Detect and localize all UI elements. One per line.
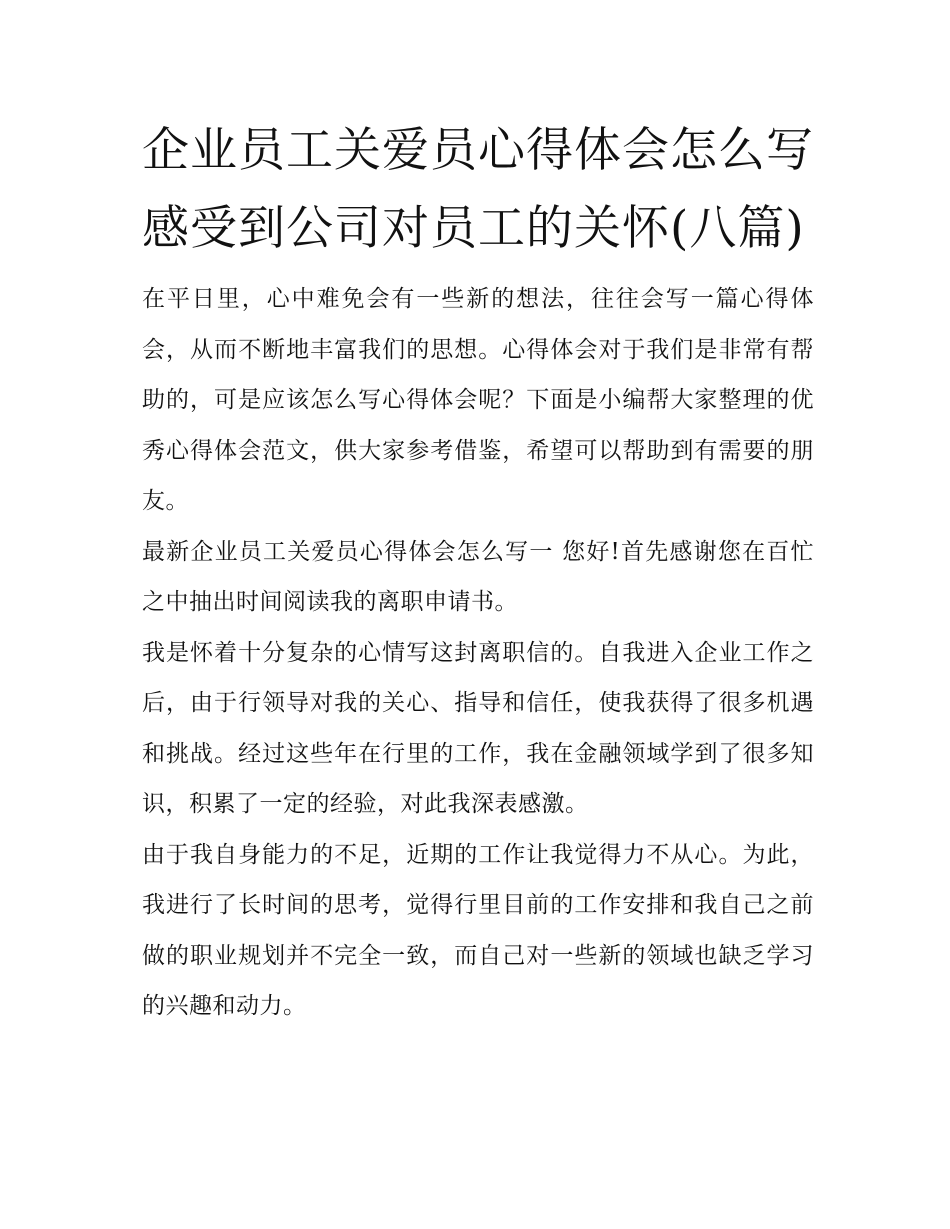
document-title: 企业员工关爱员心得体会怎么写 感受到公司对员工的关怀(八篇) [142, 123, 814, 256]
paragraph-letter-opening: 最新企业员工关爱员心得体会怎么写一 您好!首先感谢您在百忙之中抽出时间阅读我的离职申请书。 [142, 538, 814, 615]
paragraph-letter-body-1: 我是怀着十分复杂的心情写这封离职信的。自我进入企业工作之后，由于行领导对我的关心、指导和信任，使我获得了很多机遇和挑战。经过这些年在行里的工作，我在金融领域学到了很多知识，积累了一定的经验，对此我深表感激。 [142, 639, 814, 817]
paragraph-intro: 在平日里，心中难免会有一些新的想法，往往会写一篇心得体会，从而不断地丰富我们的思想。心得体会对于我们是非常有帮助的，可是应该怎么写心得体会呢？下面是小编帮大家整理的优秀心得体会范文，供大家参考借鉴，希望可以帮助到有需要的朋友。 [142, 286, 814, 514]
paragraph-letter-body-2: 由于我自身能力的不足，近期的工作让我觉得力不从心。为此，我进行了长时间的思考，觉得行里目前的工作安排和我自己之前做的职业规划并不完全一致，而自己对一些新的领域也缺乏学习的兴趣和动力。 [142, 841, 814, 1019]
document-content [142, 112, 814, 1032]
